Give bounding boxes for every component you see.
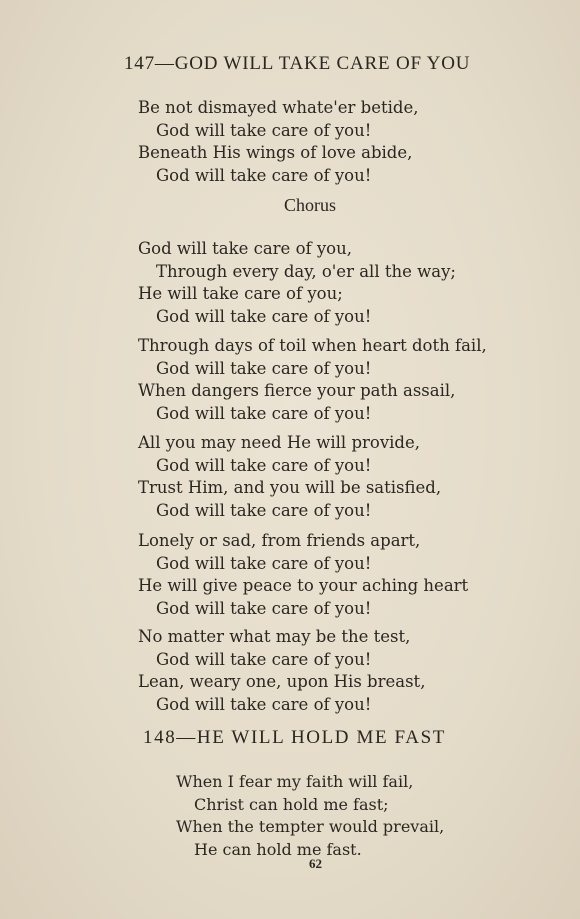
verse-line: When the tempter would prevail, xyxy=(176,817,445,836)
verse-line: Christ can hold me fast; xyxy=(194,794,389,814)
verse-line: No matter what may be the test, xyxy=(138,627,411,646)
hymn-148-verse-1 xyxy=(176,771,444,861)
verse-line: God will take care of you! xyxy=(156,120,372,140)
hymn-147-title: 147—GOD WILL TAKE CARE OF YOU xyxy=(124,53,471,74)
verse-line: He will give peace to your aching heart xyxy=(138,576,469,595)
verse-line: God will take care of you! xyxy=(156,306,372,326)
page-number: 62 xyxy=(309,856,322,871)
verse-line: God will take care of you! xyxy=(156,500,372,520)
verse-line: Through every day, o'er all the way; xyxy=(156,261,456,281)
hymn-147-verse-5 xyxy=(138,626,425,716)
verse-line: God will take care of you! xyxy=(156,165,372,185)
verse-line: All you may need He will provide, xyxy=(138,433,421,452)
hymn-147-verse-1 xyxy=(138,97,418,187)
verse-line: Lean, weary one, upon His breast, xyxy=(138,672,426,691)
verse-line: God will take care of you! xyxy=(156,694,372,714)
verse-line: God will take care of you, xyxy=(138,239,352,258)
verse-line: Be not dismayed whate'er betide, xyxy=(138,98,419,117)
verse-line: He can hold me fast. xyxy=(194,839,362,859)
verse-line: When dangers fierce your path assail, xyxy=(138,381,456,400)
chorus-label: Chorus xyxy=(284,195,337,215)
hymn-147-verse-2 xyxy=(138,335,487,425)
verse-line: Beneath His wings of love abide, xyxy=(138,143,413,162)
verse-line: God will take care of you! xyxy=(156,553,372,573)
verse-line: When I fear my faith will fail, xyxy=(176,772,414,791)
verse-line: God will take care of you! xyxy=(156,358,372,378)
verse-line: God will take care of you! xyxy=(156,649,372,669)
verse-line: Lonely or sad, from friends apart, xyxy=(138,531,421,550)
verse-line: God will take care of you! xyxy=(156,598,372,618)
verse-line: He will take care of you; xyxy=(138,284,343,303)
verse-line: Trust Him, and you will be satisfied, xyxy=(138,478,442,497)
hymn-147-verse-4 xyxy=(138,530,468,620)
verse-line: Through days of toil when heart doth fail, xyxy=(138,336,487,355)
verse-line: God will take care of you! xyxy=(156,455,372,475)
verse-line: God will take care of you! xyxy=(156,403,372,423)
hymn-148-title: 148—HE WILL HOLD ME FAST xyxy=(143,727,446,748)
hymn-147-chorus xyxy=(138,238,456,328)
hymn-147-verse-3 xyxy=(138,432,441,522)
